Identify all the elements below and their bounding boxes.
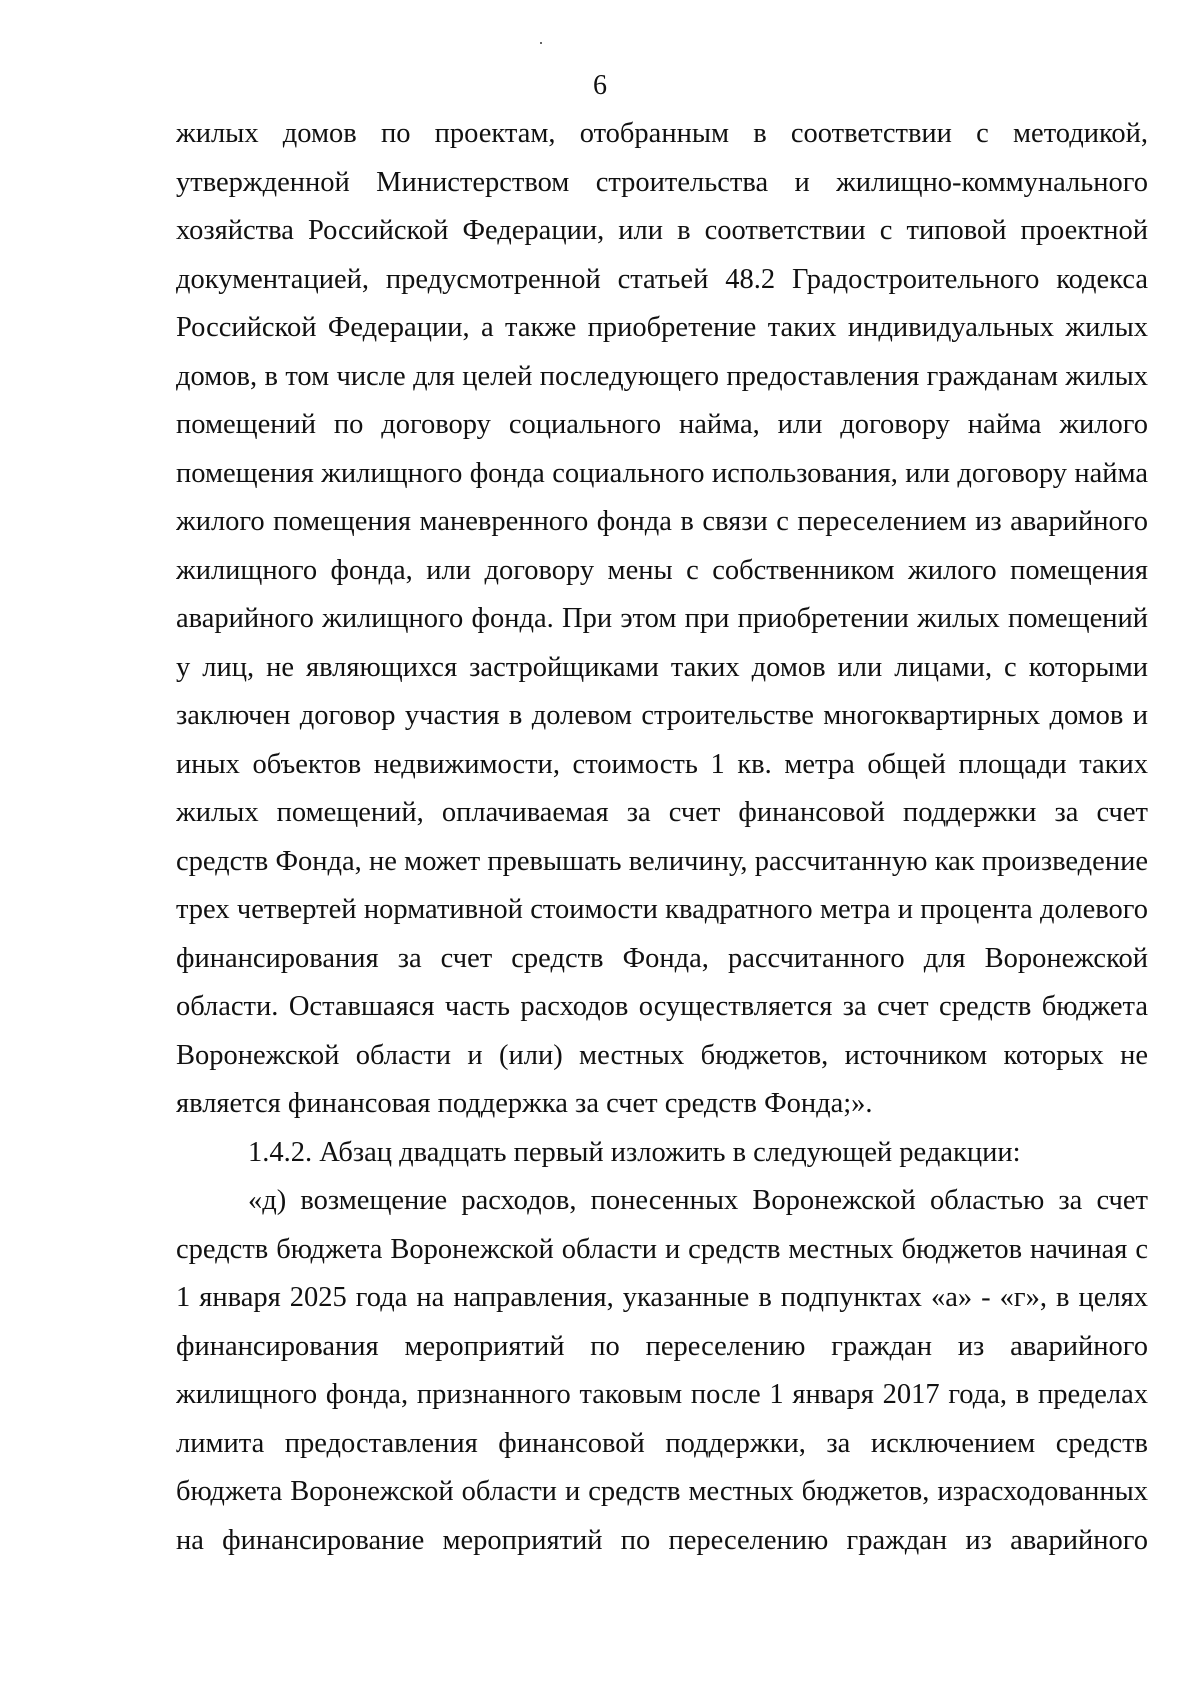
text-line: помещений по договору социального найма, или договору найма жилого	[176, 409, 1148, 440]
text-line: документацией, предусмотренной статьей 48.2 Градостроительного кодекса	[176, 263, 1148, 295]
text-line: на финансирование мероприятий по переселению граждан из аварийного	[176, 1524, 1148, 1556]
text-line: жилищного фонда, или договору мены с собственником жилого помещения	[176, 554, 1148, 586]
body-text	[176, 110, 1148, 1565]
text-line: заключен договор участия в долевом строительстве многоквартирных домов и	[176, 700, 1148, 731]
text-line: является финансовая поддержка за счет средств Фонда;».	[176, 1088, 873, 1119]
text-line: «д) возмещение расходов, понесенных Воронежской областью за счет	[248, 1185, 1148, 1216]
text-line: жилых помещений, оплачиваемая за счет финансовой поддержки за счет	[176, 797, 1148, 828]
text-line: Воронежской области и (или) местных бюджетов, источником которых не	[176, 1039, 1148, 1071]
text-line: домов, в том числе для целей последующего предоставления гражданам жилых	[176, 360, 1148, 392]
text-line: Российской Федерации, а также приобретение таких индивидуальных жилых	[176, 312, 1148, 343]
text-line: области. Оставшаяся часть расходов осуществляется за счет средств бюджета	[176, 991, 1148, 1022]
text-line: утвержденной Министерством строительства и жилищно-коммунального	[176, 166, 1148, 198]
text-line: жилого помещения маневренного фонда в связи с переселением из аварийного	[176, 506, 1148, 537]
text-line: лимита предоставления финансовой поддержки, за исключением средств	[176, 1427, 1148, 1459]
text-line: бюджета Воронежской области и средств местных бюджетов, израсходованных	[176, 1476, 1148, 1507]
text-line: средств бюджета Воронежской области и средств местных бюджетов начиная с	[176, 1233, 1148, 1265]
text-line: аварийного жилищного фонда. При этом при приобретении жилых помещений	[176, 603, 1148, 634]
text-line: средств Фонда, не может превышать величину, рассчитанную как произведение	[176, 845, 1148, 877]
text-line: 1.4.2. Абзац двадцать первый изложить в следующей редакции:	[248, 1136, 1021, 1168]
text-line: иных объектов недвижимости, стоимость 1 кв. метра общей площади таких	[176, 748, 1148, 780]
text-line: у лиц, не являющихся застройщиками таких домов или лицами, с которыми	[176, 651, 1148, 683]
text-line: трех четвертей нормативной стоимости квадратного метра и процента долевого	[176, 894, 1148, 925]
text-line: жилищного фонда, признанного таковым после 1 января 2017 года, в пределах	[176, 1379, 1148, 1410]
scan-mark	[540, 42, 542, 44]
page-number: 6	[593, 70, 607, 101]
text-line: финансирования мероприятий по переселению граждан из аварийного	[176, 1330, 1148, 1362]
text-line: жилых домов по проектам, отобранным в соответствии с методикой,	[176, 118, 1148, 149]
text-line: хозяйства Российской Федерации, или в соответствии с типовой проектной	[176, 215, 1148, 246]
text-line: финансирования за счет средств Фонда, рассчитанного для Воронежской	[176, 942, 1148, 974]
text-line: 1 января 2025 года на направления, указанные в подпунктах «а» - «г», в целях	[176, 1282, 1148, 1313]
text-line: помещения жилищного фонда социального использования, или договору найма	[176, 457, 1148, 489]
